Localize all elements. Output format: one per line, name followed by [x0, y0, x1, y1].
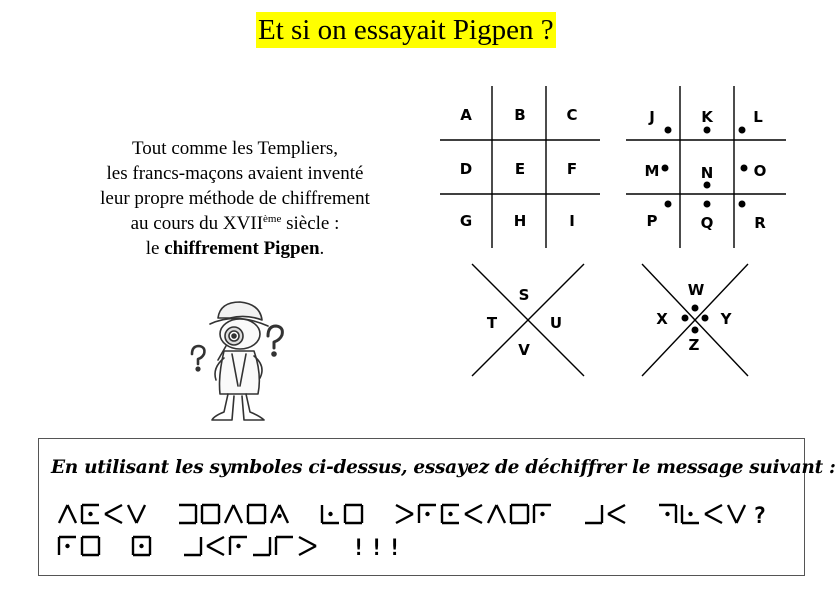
cipher-glyph: [105, 505, 122, 523]
grid1-letter: I: [569, 212, 575, 230]
grid2-dot: [704, 201, 711, 208]
cipher-glyph: [585, 505, 602, 523]
cipher-glyph: [271, 505, 288, 523]
grid2-letter: L: [753, 108, 763, 126]
grid2-dot: [739, 201, 746, 208]
x2-dot: [702, 315, 709, 322]
svg-text:!: !: [352, 536, 366, 561]
grid2-dot: [665, 201, 672, 208]
x2-dot: [692, 305, 699, 312]
grid1-letter: B: [514, 106, 526, 124]
cipher-glyph: [82, 537, 99, 555]
grid2-dot: [704, 182, 711, 189]
grid1-letter: G: [459, 212, 473, 230]
grid1-letter: H: [513, 212, 527, 230]
intro-text-part: siècle :: [281, 213, 340, 234]
cipher-glyph: [682, 505, 699, 523]
grid2-letter: N: [700, 164, 714, 182]
grid1-letter: D: [459, 160, 473, 178]
cipher-glyph: [705, 505, 722, 523]
cipher-glyph: [465, 505, 482, 523]
intro-line: leur propre méthode de chiffrement: [100, 188, 370, 209]
cipher-glyph: [248, 505, 265, 523]
cipher-glyph: [352, 536, 365, 561]
instruction-text: En utilisant les symboles ci-dessus, essayez de déchiffrer le message suivant :: [51, 457, 836, 478]
intro-line: [40, 211, 430, 236]
cipher-glyph: [59, 505, 76, 523]
x2-dot: [692, 327, 699, 334]
cipher-glyph: [728, 505, 745, 523]
cipher-glyph: [345, 505, 362, 523]
cipher-glyph: [184, 537, 201, 555]
cipher-glyph: [396, 505, 413, 523]
grid2-letter: J: [649, 108, 655, 126]
grid2-letter: R: [754, 214, 766, 232]
cipher-glyph: [659, 505, 676, 523]
pigpen-term: chiffrement Pigpen: [164, 238, 320, 259]
grid1-letter: F: [566, 160, 578, 178]
grid1-letter: C: [566, 106, 578, 124]
x2-letter: Z: [688, 336, 700, 354]
cipher-glyph: [370, 536, 383, 561]
svg-text:!: !: [370, 536, 384, 561]
pigpen-key-diagram: [436, 82, 796, 382]
grid2-letter: K: [701, 108, 713, 126]
intro-text: [40, 136, 430, 261]
svg-text:?: ?: [753, 504, 767, 529]
x2-dot: [682, 315, 689, 322]
grid2-dot: [741, 165, 748, 172]
cipher-glyph: [225, 505, 242, 523]
grid2-letter: P: [646, 212, 658, 230]
cipher-glyph: [419, 505, 436, 523]
x2-letter: Y: [720, 310, 732, 328]
cipher-glyph: [299, 537, 316, 555]
grid1-letter: A: [460, 106, 472, 124]
cipher-glyph: [488, 505, 505, 523]
grid2-dot: [704, 127, 711, 134]
x1-letter: S: [518, 286, 530, 304]
cipher-glyph: [59, 537, 76, 555]
cipher-glyph: [534, 505, 551, 523]
cipher-glyph: [753, 504, 766, 529]
superscript: ème: [263, 213, 282, 225]
intro-line: [40, 236, 430, 261]
grid2-letter: O: [753, 162, 767, 180]
intro-text-part: le: [145, 238, 165, 259]
grid2-dot: [739, 127, 746, 134]
cipher-message: [55, 501, 795, 561]
cipher-glyph: [82, 505, 99, 523]
intro-text-part: au cours du XVII: [130, 213, 264, 234]
x1-letter: T: [486, 314, 498, 332]
intro-line: Tout comme les Templiers,: [132, 138, 338, 159]
intro-text-part: .: [319, 238, 325, 259]
x1-letter: V: [518, 341, 530, 359]
cipher-glyph: [253, 537, 270, 555]
cipher-glyph: [207, 537, 224, 555]
page-title: Et si on essayait Pigpen ?: [258, 14, 554, 46]
grid2-letter: Q: [700, 214, 714, 232]
cipher-glyph: [442, 505, 459, 523]
cipher-glyph: [388, 536, 401, 561]
cipher-glyph: [511, 505, 528, 523]
grid2-dot: [662, 165, 669, 172]
grid2-dot: [665, 127, 672, 134]
cipher-glyph: [276, 537, 293, 555]
x2-letter: W: [687, 281, 705, 299]
svg-text:!: !: [388, 536, 402, 561]
grid1-letter: E: [514, 160, 526, 178]
exercise-box: [38, 438, 836, 576]
cipher-glyph: [202, 505, 219, 523]
x1-letter: U: [549, 314, 563, 332]
cipher-glyph: [133, 537, 150, 555]
cipher-glyph: [608, 505, 625, 523]
detective-illustration: [188, 296, 288, 424]
cipher-glyph: [128, 505, 145, 523]
cipher-glyph: [322, 505, 339, 523]
grid2-letter: M: [644, 162, 660, 180]
x2-letter: X: [656, 310, 668, 328]
intro-line: les francs-maçons avaient inventé: [106, 163, 364, 184]
cipher-glyph: [179, 505, 196, 523]
cipher-glyph: [230, 537, 247, 555]
